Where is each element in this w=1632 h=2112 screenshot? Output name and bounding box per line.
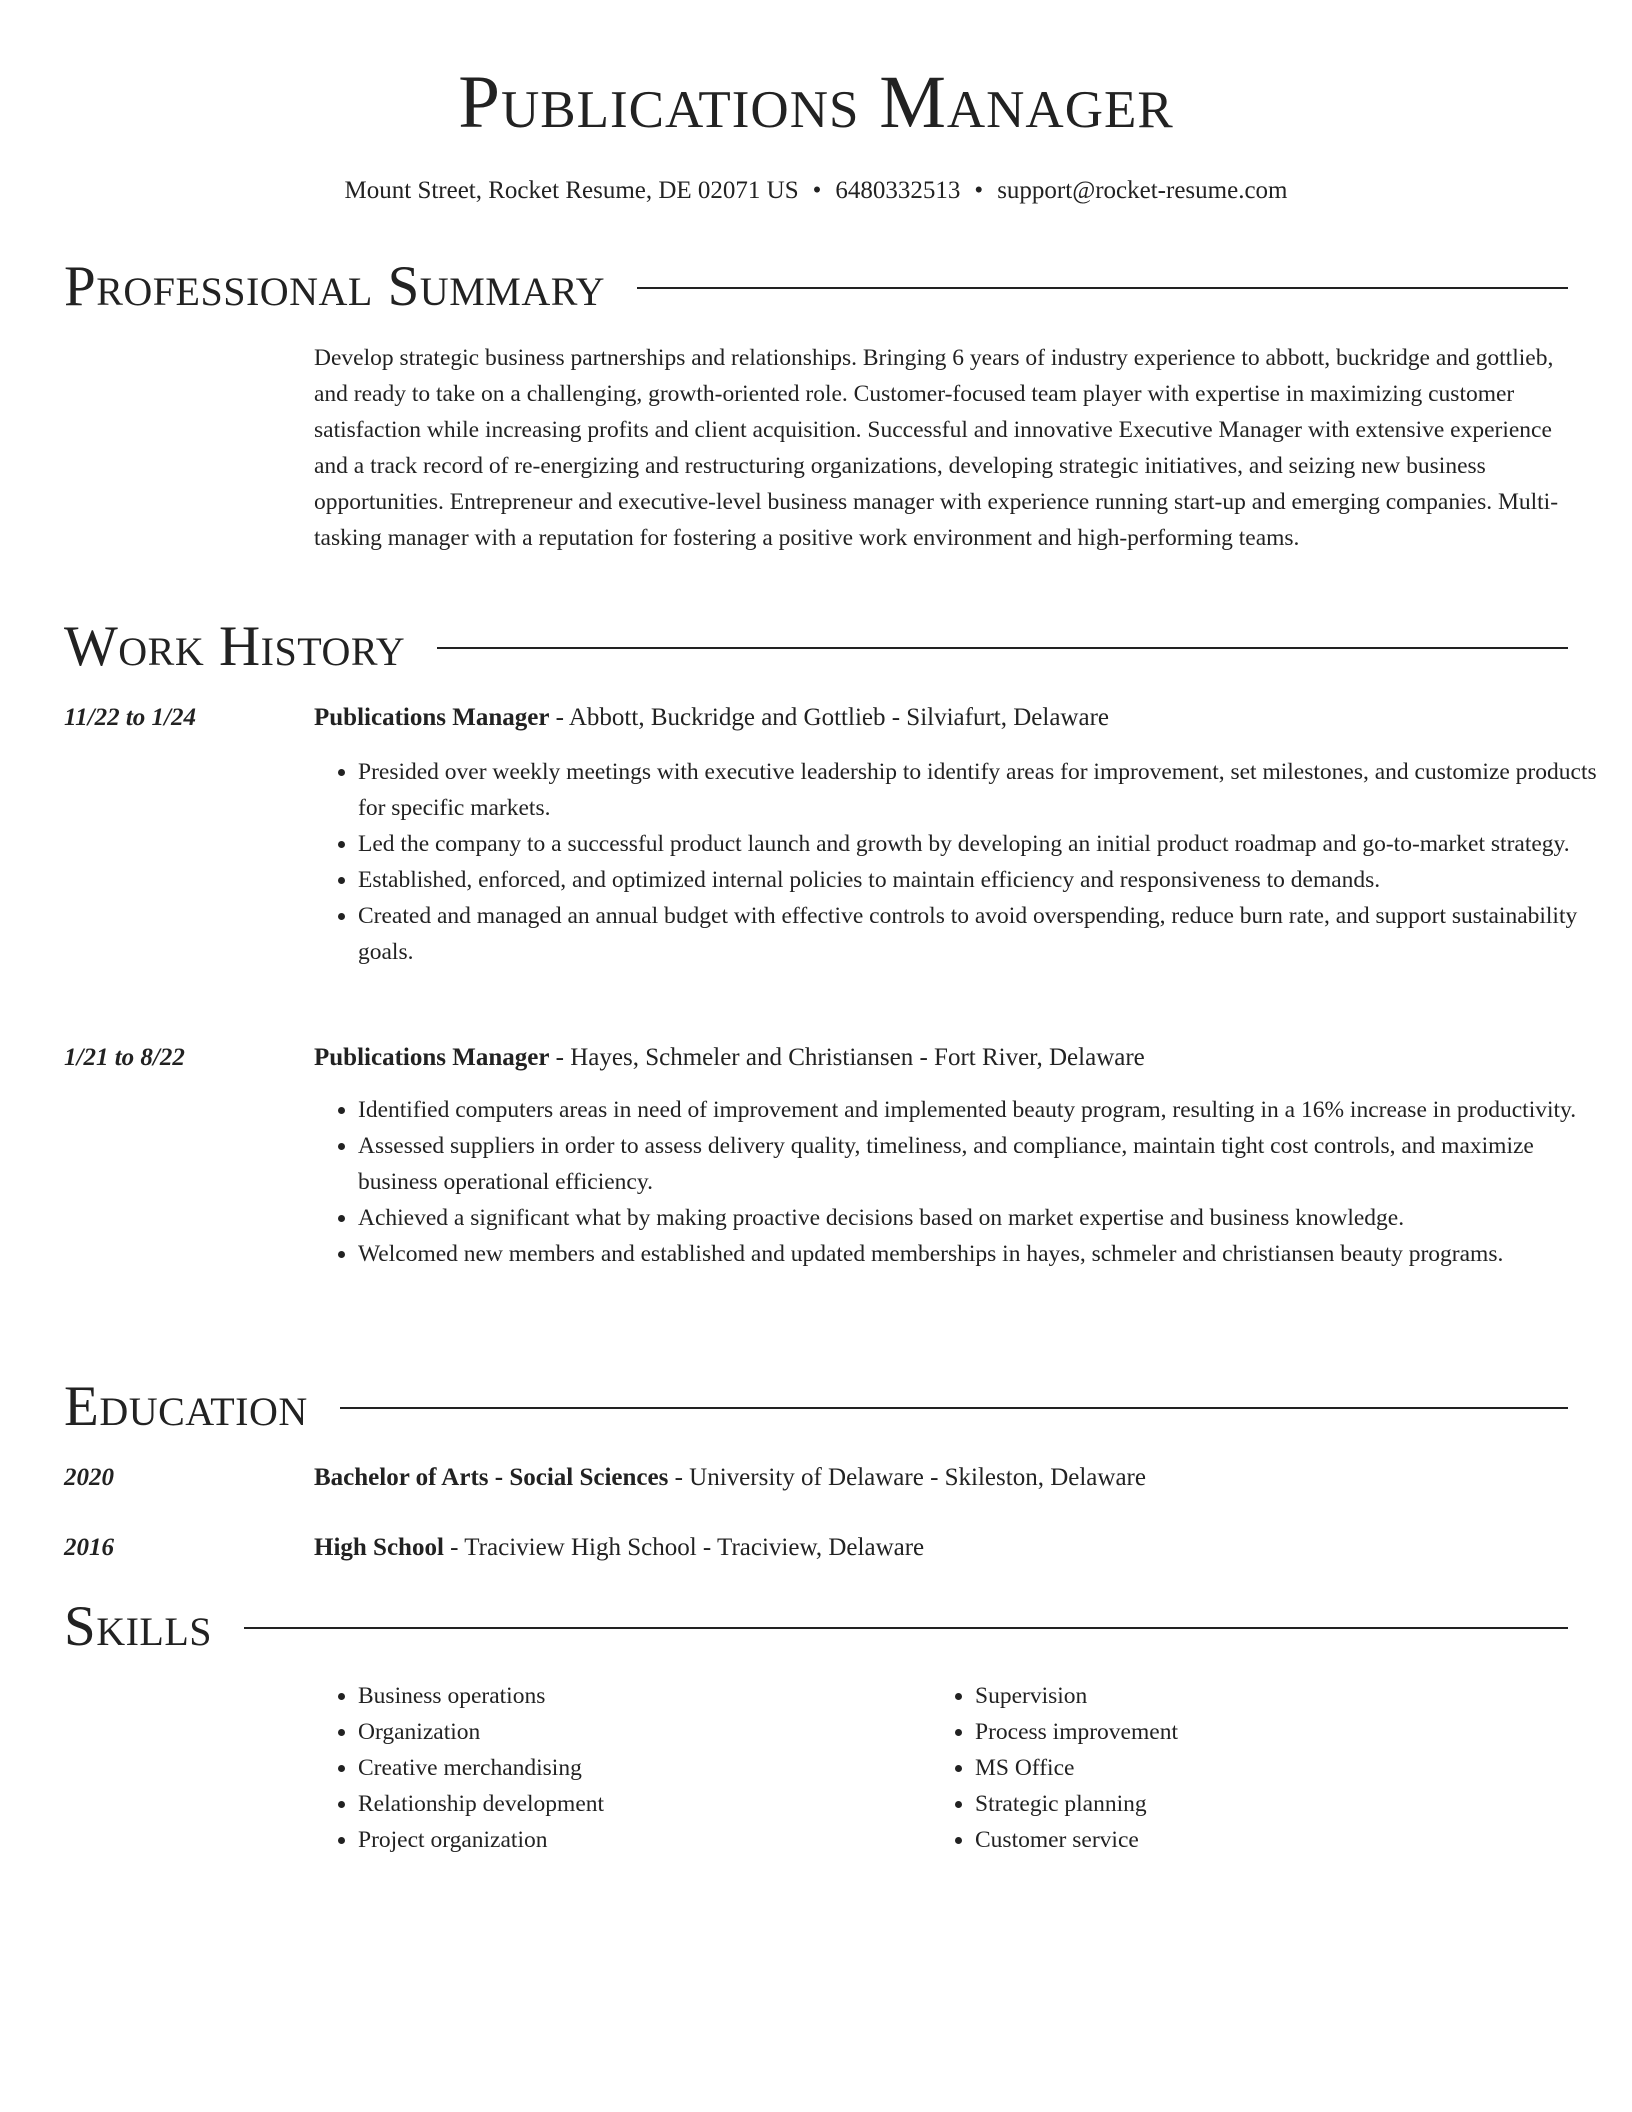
job-bullet: • Led the company to a successful product launch and growth by developing an initial product roadmap and go-to-market strategy. — [358, 826, 1612, 862]
summary-section-heading — [64, 252, 1568, 322]
education-degree: Bachelor of Arts - Social Sciences — [314, 1464, 669, 1491]
job-dates: 1/21 to 8/22 — [64, 1044, 185, 1071]
skills-section-heading — [64, 1592, 1568, 1662]
job-bullet: • Welcomed new members and established and updated memberships in hayes, schmeler and christiansen beauty programs. — [358, 1236, 1612, 1272]
skill-item: • Strategic planning — [975, 1786, 1178, 1822]
job-bullet: • Achieved a significant what by making proactive decisions based on market expertise and business knowledge. — [358, 1200, 1612, 1236]
skill-item: • Process improvement — [975, 1714, 1178, 1750]
job-title-line — [314, 1040, 1568, 1076]
skills-list-right — [931, 1678, 1178, 1858]
work-heading: Work History — [64, 615, 406, 678]
skill-item: • MS Office — [975, 1750, 1178, 1786]
education-details: - Traciview High School - Traciview, Delaware — [443, 1534, 925, 1561]
job-bullet: • Presided over weekly meetings with executive leadership to identify areas for improvement, set milestones, and customize products for specific markets. — [358, 754, 1612, 826]
education-heading: Education — [64, 1375, 308, 1438]
job-bullet: • Created and managed an annual budget with effective controls to avoid overspending, reduce burn rate, and support sustainability goals. — [358, 898, 1612, 970]
section-divider — [437, 647, 1568, 649]
skill-item: • Supervision — [975, 1678, 1178, 1714]
summary-heading: Professional Summary — [64, 255, 606, 318]
skill-item: • Relationship development — [358, 1786, 604, 1822]
contact-line — [0, 174, 1632, 208]
education-section-heading — [64, 1372, 1568, 1442]
job-title: Publications Manager — [314, 1044, 550, 1071]
job-dates: 11/22 to 1/24 — [64, 704, 196, 731]
skill-item: • Customer service — [975, 1822, 1178, 1858]
education-year: 2020 — [64, 1464, 114, 1491]
contact-separator: • — [974, 177, 984, 204]
skills-heading: Skills — [64, 1595, 213, 1658]
skill-item: • Creative merchandising — [358, 1750, 604, 1786]
section-divider — [637, 287, 1568, 289]
education-title-line — [314, 1530, 1568, 1566]
skill-item: • Business operations — [358, 1678, 604, 1714]
education-degree: High School — [314, 1534, 444, 1561]
contact-address: Mount Street, Rocket Resume, DE 02071 US — [344, 177, 799, 204]
skill-item: • Organization — [358, 1714, 604, 1750]
job-bullets — [314, 1092, 1612, 1272]
job-bullet: • Established, enforced, and optimized internal policies to maintain efficiency and responsiveness to demands. — [358, 862, 1612, 898]
contact-phone: 6480332513 — [835, 177, 961, 204]
summary-text: Develop strategic business partnerships and relationships. Bringing 6 years of industry experience to abbott, buckridge and gottlieb, and ready to take on a challenging, growth-oriented role. Customer-focused team player with expertise in maximizing customer satisfaction while increasing profits and client acquisition. Successful and innovative Executive Manager with extensive experience and a track record of re-energizing and restructuring organizations, developing strategic initiatives, and seizing new business opportunities. Entrepreneur and executive-level business manager with experience running start-up and emerging companies. Multi-tasking manager with a reputation for fostering a positive work environment and high-performing teams. — [314, 345, 1559, 551]
contact-email: support@rocket-resume.com — [997, 177, 1288, 204]
job-bullets — [314, 754, 1612, 970]
skills-list-left — [314, 1678, 604, 1858]
education-details: - University of Delaware - Skileston, Delaware — [668, 1464, 1146, 1491]
job-title: Publications Manager — [314, 704, 550, 731]
education-title-line — [314, 1460, 1568, 1496]
job-bullet: • Identified computers areas in need of improvement and implemented beauty program, resulting in a 16% increase in productivity. — [358, 1092, 1612, 1128]
section-divider — [244, 1627, 1568, 1629]
skill-item: • Project organization — [358, 1822, 604, 1858]
resume-title: Publications Manager — [458, 61, 1174, 144]
job-details: - Hayes, Schmeler and Christiansen - Fort River, Delaware — [549, 1044, 1145, 1071]
education-year: 2016 — [64, 1534, 114, 1561]
job-bullet: • Assessed suppliers in order to assess delivery quality, timeliness, and compliance, maintain tight cost controls, and maximize business operational efficiency. — [358, 1128, 1612, 1200]
section-divider — [340, 1407, 1568, 1409]
work-section-heading — [64, 612, 1568, 682]
contact-separator: • — [812, 177, 822, 204]
job-title-line — [314, 700, 1568, 736]
job-details: - Abbott, Buckridge and Gottlieb - Silviafurt, Delaware — [549, 704, 1110, 731]
